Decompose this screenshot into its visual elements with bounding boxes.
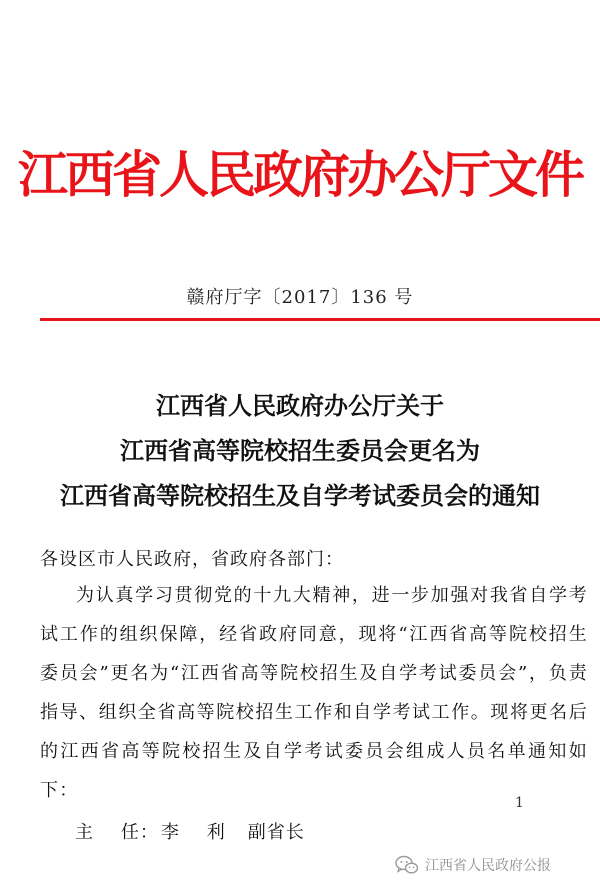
member-role: 主 任： <box>75 822 159 843</box>
body-paragraph: 为认真学习贯彻党的十九大精神，进一步加强对我省自学考试工作的组织保障，经省政府同意，现将“江西省高等院校招生委员会”更名为“江西省高等院校招生及自学考试委员会”，负责指导、组织全省高等院校招生工作和自学考试工作。现将更名后的江西省高等院校招生及自学考试委员会组成人员名单通知如下： <box>40 585 588 801</box>
watermark <box>395 855 551 875</box>
document-number: 赣府厅字〔2017〕136 号 <box>186 287 414 308</box>
title-line: 江西省高等院校招生委员会更名为 <box>120 436 480 465</box>
document-header: 江西省人民政府办公厅文件 <box>18 146 582 204</box>
wechat-icon <box>395 855 419 875</box>
title-line: 江西省人民政府办公厅关于 <box>156 391 444 420</box>
page-number: 1 <box>515 795 524 811</box>
watermark-text: 江西省人民政府公报 <box>425 858 551 874</box>
member-name: 李 利 <box>160 822 226 843</box>
member-position: 副省长 <box>247 822 305 843</box>
addressee: 各设区市人民政府，省政府各部门： <box>40 549 344 570</box>
red-divider <box>40 318 600 321</box>
title-line: 江西省高等院校招生及自学考试委员会的通知 <box>60 481 540 510</box>
document-title <box>0 383 600 518</box>
member-entry <box>75 818 305 844</box>
